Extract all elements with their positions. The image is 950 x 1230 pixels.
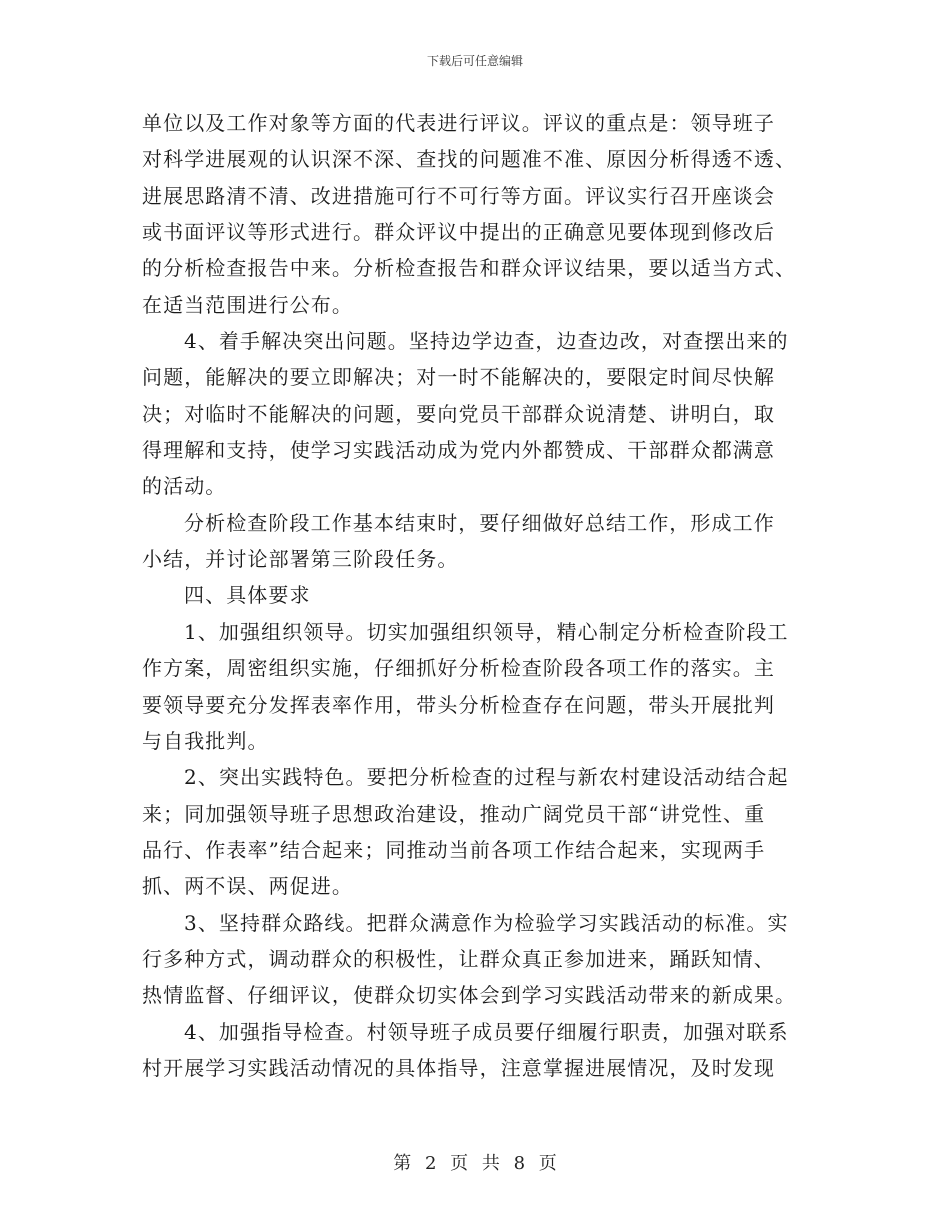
paragraph-start-line: 3、坚持群众路线。把群众满意作为检验学习实践活动的标准。实: [184, 910, 789, 935]
footer-prefix: 第: [393, 1153, 412, 1174]
text-line: 抓、两不误、两促进。: [142, 874, 353, 899]
footer-total-word: 共: [481, 1153, 500, 1174]
text-line: 的活动。: [142, 474, 227, 499]
section-heading: 四、具体要求: [184, 583, 311, 608]
text-line: 对科学进展观的认识深不深、查找的问题准不准、原因分析得透不透、: [142, 147, 797, 172]
document-body: [142, 105, 814, 1086]
footer-page-word: 页: [450, 1153, 469, 1174]
page-footer: [0, 1152, 950, 1176]
text-line: 问题，能解决的要立即解决；对一时不能解决的，要限定时间尽快解: [142, 365, 775, 390]
text-line: 来；同加强领导班子思想政治建设，推动广阔党员干部“讲党性、重: [142, 801, 766, 826]
paragraph-start-line: 分析检查阶段工作基本结束时，要仔细做好总结工作，形成工作: [184, 510, 775, 535]
header-note: 下载后可任意编辑: [426, 54, 523, 68]
text-line: 单位以及工作对象等方面的代表进行评议。评议的重点是：领导班子: [142, 111, 775, 135]
text-line: 进展思路清不清、改进措施可行不可行等方面。评议实行召开座谈会: [142, 183, 775, 208]
page-header: [0, 53, 950, 69]
text-line: 要领导要充分发挥表率作用，带头分析检查存在问题，带头开展批判: [142, 692, 775, 717]
text-line: 决；对临时不能解决的问题，要向党员干部群众说清楚、讲明白，取: [142, 401, 775, 426]
footer-suffix: 页: [538, 1153, 557, 1174]
paragraph-start-line: 1、加强组织领导。切实加强组织领导，精心制定分析检查阶段工: [184, 619, 789, 644]
text-line: 的分析检查报告中来。分析检查报告和群众评议结果，要以适当方式、: [142, 256, 797, 281]
paragraph-start-line: 2、突出实践特色。要把分析检查的过程与新农村建设活动结合起: [184, 765, 789, 790]
text-line: 品行、作表率”结合起来；同推动当前各项工作结合起来，实现两手: [142, 837, 766, 862]
text-line: 热情监督、仔细评议，使群众切实体会到学习实践活动带来的新成果。: [142, 983, 797, 1008]
text-line: 或书面评议等形式进行。群众评议中提出的正确意见要体现到修改后: [142, 220, 775, 245]
paragraph-start-line: 4、加强指导检查。村领导班子成员要仔细履行职责，加强对联系: [184, 1019, 789, 1044]
total-page-count: 8: [513, 1153, 526, 1174]
text-line: 与自我批判。: [142, 728, 269, 753]
text-line: 村开展学习实践活动情况的具体指导，注意掌握进展情况，及时发现: [142, 1055, 775, 1080]
text-line: 行多种方式，调动群众的积极性，让群众真正参加进来，踊跃知情、: [142, 946, 775, 971]
text-line: 作方案，周密组织实施，仔细抓好分析检查阶段各项工作的落实。主: [142, 656, 775, 681]
current-page-number: 2: [424, 1153, 437, 1174]
paragraph-start-line: 4、着手解决突出问题。坚持边学边查，边查边改，对查摆出来的: [184, 329, 789, 354]
text-line: 小结，并讨论部署第三阶段任务。: [142, 547, 459, 572]
text-line: 得理解和支持，使学习实践活动成为党内外都赞成、干部群众都满意: [142, 438, 775, 463]
text-line: 在适当范围进行公布。: [142, 292, 353, 317]
